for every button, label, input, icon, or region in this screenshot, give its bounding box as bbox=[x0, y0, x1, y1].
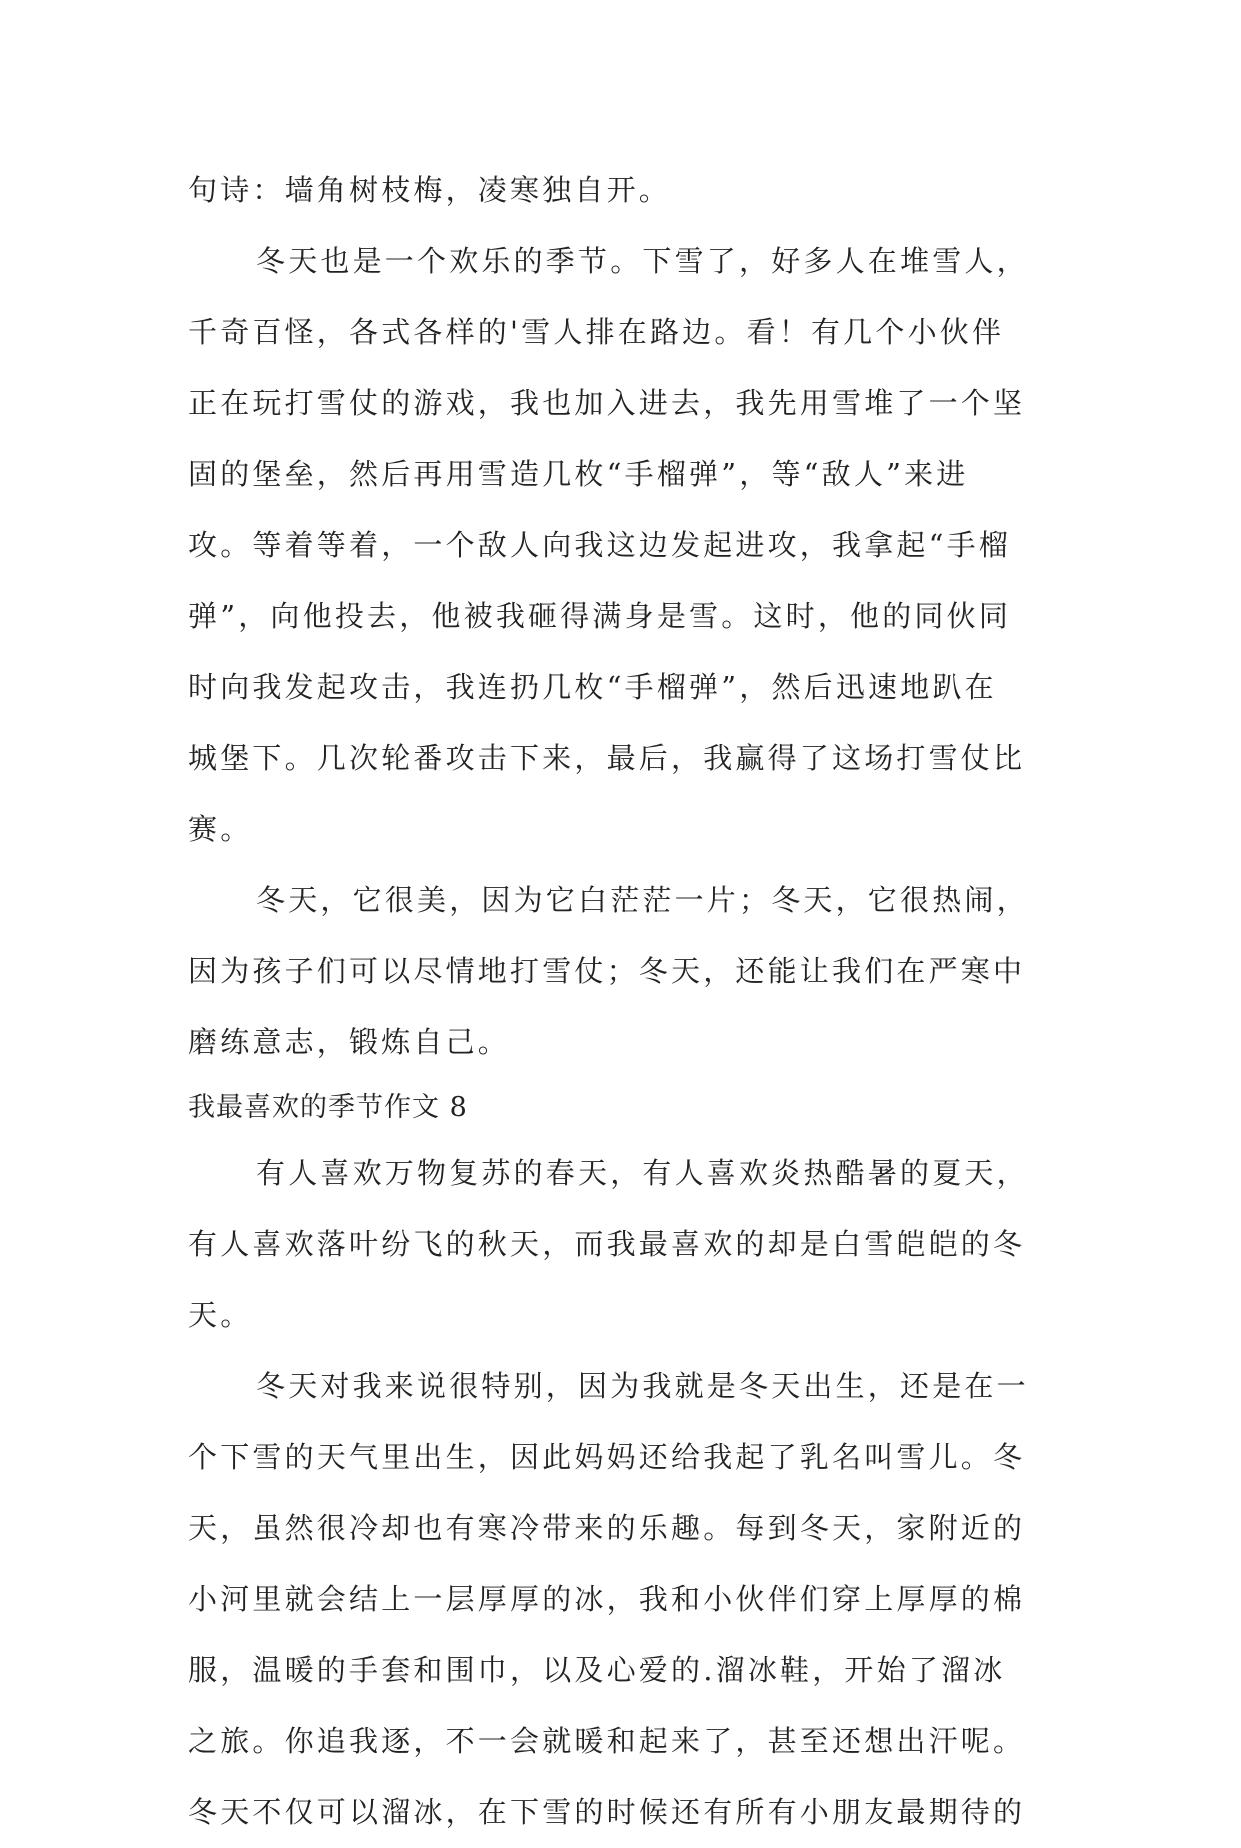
text-line: 弹”，向他投去，他被我砸得满身是雪。这时，他的同伙同 bbox=[188, 599, 1012, 633]
text-line: 冬天不仅可以溜冰，在下雪的时候还有所有小朋友最期待的 bbox=[188, 1795, 1026, 1829]
paragraph bbox=[188, 226, 1063, 865]
text-line: 千奇百怪，各式各样的'雪人排在路边。看！有几个小伙伴 bbox=[188, 315, 1005, 349]
text-line: 句诗：墙角树枝梅，凌寒独自开。 bbox=[188, 173, 672, 207]
text-line: 服，温暖的手套和围巾，以及心爱的.溜冰鞋，开始了溜冰 bbox=[188, 1653, 1006, 1687]
text-line: 时向我发起攻击，我连扔几枚“手榴弹”，然后迅速地趴在 bbox=[188, 670, 997, 704]
text-line: 冬天，它很美，因为它白茫茫一片；冬天，它很热闹， bbox=[256, 883, 1029, 917]
text-line: 小河里就会结上一层厚厚的冰，我和小伙伴们穿上厚厚的棉 bbox=[188, 1582, 1026, 1616]
text-line: 天，虽然很冷却也有寒冷带来的乐趣。每到冬天，家附近的 bbox=[188, 1511, 1026, 1545]
text-line: 因为孩子们可以尽情地打雪仗；冬天，还能让我们在严寒中 bbox=[188, 954, 1026, 988]
paragraph bbox=[188, 1138, 1063, 1351]
text-line: 天。 bbox=[188, 1298, 253, 1332]
text-line: 有人喜欢万物复苏的春天，有人喜欢炎热酷暑的夏天， bbox=[256, 1156, 1029, 1190]
document-body bbox=[188, 155, 1063, 1848]
text-line: 冬天也是一个欢乐的季节。下雪了，好多人在堆雪人， bbox=[256, 244, 1029, 278]
text-line: 冬天对我来说很特别，因为我就是冬天出生，还是在一 bbox=[256, 1369, 1029, 1403]
text-line: 个下雪的天气里出生，因此妈妈还给我起了乳名叫雪儿。冬 bbox=[188, 1440, 1026, 1474]
text-line: 固的堡垒，然后再用雪造几枚“手榴弹”，等“敌人”来进 bbox=[188, 457, 969, 491]
paragraph bbox=[188, 865, 1063, 1078]
paragraph bbox=[188, 1351, 1063, 1848]
text-line: 攻。等着等着，一个敌人向我这边发起进攻，我拿起“手榴 bbox=[188, 528, 1012, 562]
text-line: 城堡下。几次轮番攻击下来，最后，我赢得了这场打雪仗比 bbox=[188, 741, 1026, 775]
text-line: 有人喜欢落叶纷飞的秋天，而我最喜欢的却是白雪皑皑的冬 bbox=[188, 1227, 1026, 1261]
text-line: 正在玩打雪仗的游戏，我也加入进去，我先用雪堆了一个坚 bbox=[188, 386, 1026, 420]
text-line: 磨练意志，锻炼自己。 bbox=[188, 1025, 511, 1059]
text-line: 之旅。你追我逐，不一会就暖和起来了，甚至还想出汗呢。 bbox=[188, 1724, 1026, 1758]
section-heading: 我最喜欢的季节作文 8 bbox=[188, 1092, 468, 1123]
text-line: 赛。 bbox=[188, 812, 253, 846]
paragraph bbox=[188, 155, 1063, 226]
